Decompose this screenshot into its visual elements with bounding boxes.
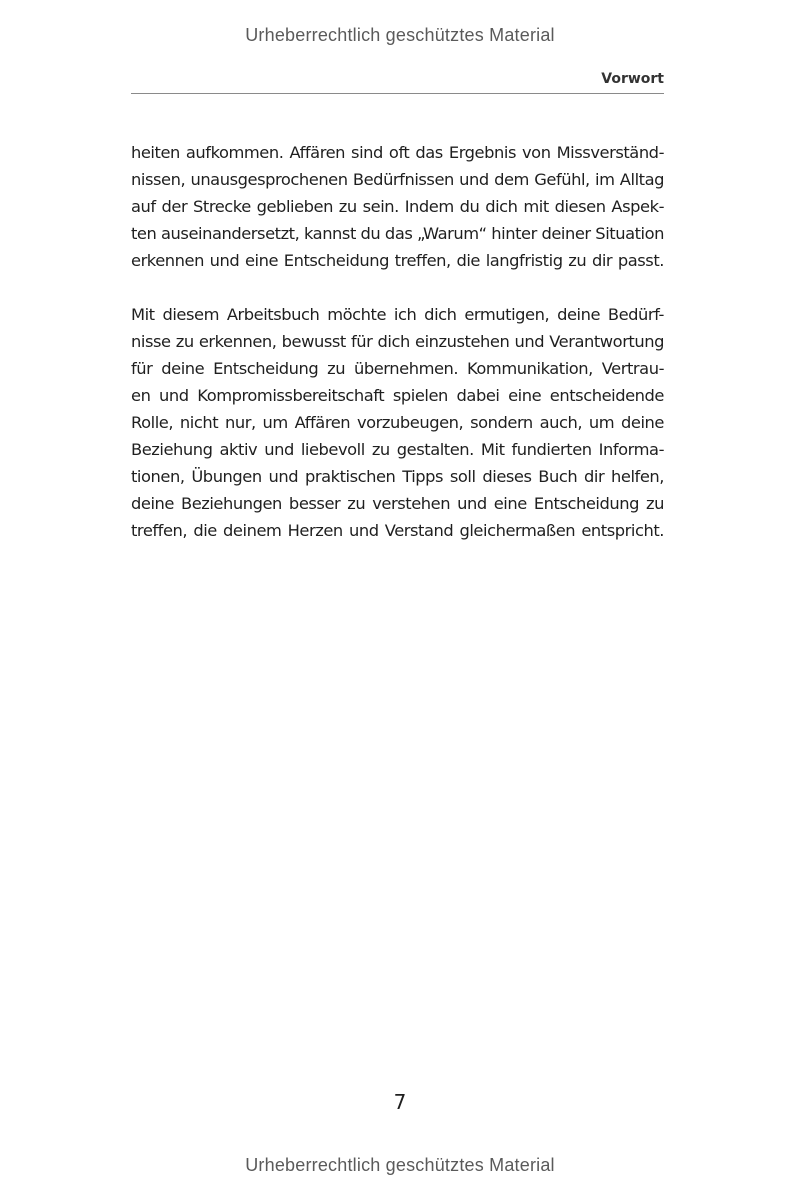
text-line: für deine Entscheidung zu übernehmen. Kommunikation, Vertrau- bbox=[131, 359, 664, 378]
text-line: en und Kompromissbereitschaft spielen dabei eine entscheidende bbox=[131, 386, 664, 405]
text-line: treffen, die deinem Herzen und Verstand gleichermaßen entspricht. bbox=[131, 521, 664, 540]
page-number: 7 bbox=[393, 1090, 407, 1114]
paragraph-gap bbox=[131, 274, 664, 301]
text-line: ten auseinandersetzt, kannst du das „Warum“ hinter deiner Situation bbox=[131, 224, 664, 243]
paragraph-1 bbox=[131, 139, 664, 274]
text-line: erkennen und eine Entscheidung treffen, die langfristig zu dir passt. bbox=[131, 251, 664, 270]
text-line: tionen, Übungen und praktischen Tipps soll dieses Buch dir helfen, bbox=[131, 467, 664, 486]
chapter-title: Vorwort bbox=[601, 71, 664, 87]
text-line: Mit diesem Arbeitsbuch möchte ich dich ermutigen, deine Bedürf- bbox=[131, 305, 664, 324]
running-head bbox=[131, 71, 664, 94]
text-line: heiten aufkommen. Affären sind oft das Ergebnis von Missverständ- bbox=[131, 143, 664, 162]
text-line: nissen, unausgesprochenen Bedürfnissen und dem Gefühl, im Alltag bbox=[131, 170, 664, 189]
body-text bbox=[131, 139, 664, 544]
watermark-bottom: Urheberrechtlich geschütztes Material bbox=[245, 1155, 555, 1175]
paragraph-2 bbox=[131, 301, 664, 544]
text-line: Beziehung aktiv und liebevoll zu gestalten. Mit fundierten Informa- bbox=[131, 440, 664, 459]
text-line: Rolle, nicht nur, um Affären vorzubeugen, sondern auch, um deine bbox=[131, 413, 664, 432]
text-line: auf der Strecke geblieben zu sein. Indem du dich mit diesen Aspek- bbox=[131, 197, 664, 216]
watermark-top: Urheberrechtlich geschütztes Material bbox=[245, 25, 555, 45]
text-line: deine Beziehungen besser zu verstehen und eine Entscheidung zu bbox=[131, 494, 664, 513]
text-line: nisse zu erkennen, bewusst für dich einzustehen und Verantwortung bbox=[131, 332, 664, 351]
